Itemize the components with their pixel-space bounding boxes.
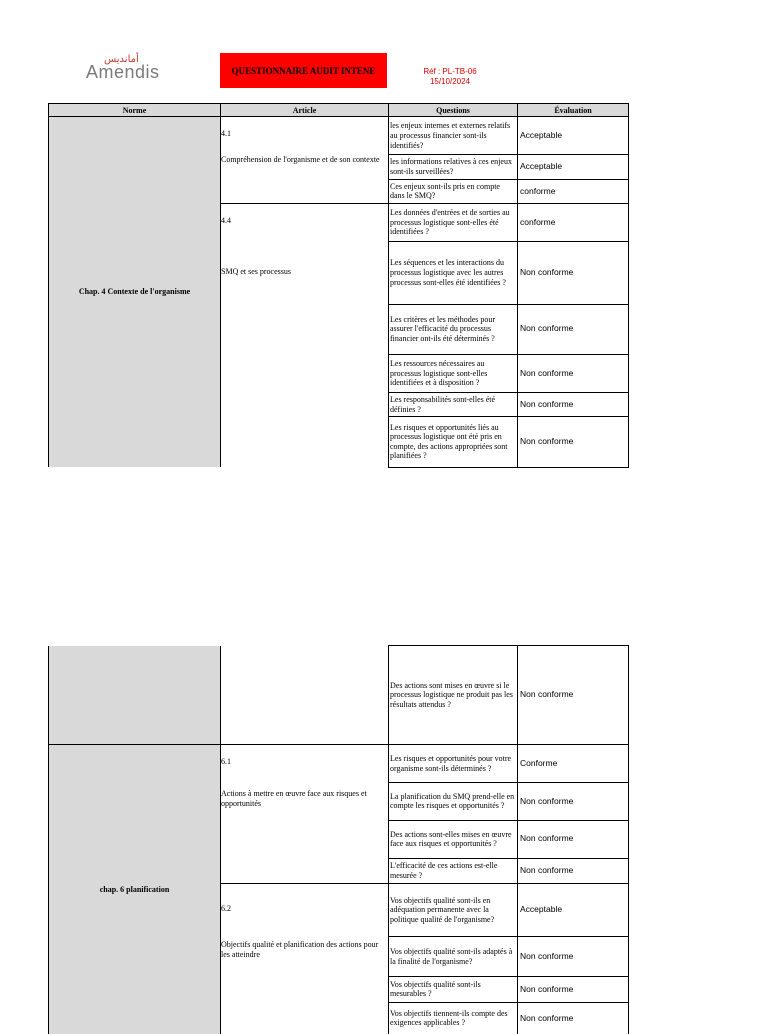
question-cell: Les risques et opportunités pour votre organisme sont-ils déterminés ? xyxy=(389,745,518,783)
evaluation-cell: Non conforme xyxy=(518,646,629,745)
reference-date: 15/10/2024 xyxy=(410,77,490,87)
evaluation-cell: Non conforme xyxy=(518,304,629,354)
evaluation-cell: conforme xyxy=(518,179,629,203)
article-number: 6.1 xyxy=(221,757,231,767)
evaluation-cell: Acceptable xyxy=(518,884,629,937)
question-cell: Les responsabilités sont-elles été définies ? xyxy=(389,393,518,417)
evaluation-cell: Non conforme xyxy=(518,977,629,1002)
article-cell xyxy=(221,745,389,884)
document-reference xyxy=(410,67,490,87)
article-title: Actions à mettre en œuvre face aux risques et opportunités xyxy=(221,789,386,808)
question-cell: Des actions sont mises en œuvre si le processus logistique ne produit pas les résultats attendus ? xyxy=(389,646,518,745)
evaluation-cell: Non conforme xyxy=(518,393,629,417)
question-cell: Vos objectifs tiennent-ils compte des exigences applicables ? xyxy=(389,1002,518,1034)
question-cell: Des actions sont-elles mises en œuvre face aux risques et opportunités ? xyxy=(389,820,518,858)
evaluation-cell: Non conforme xyxy=(518,783,629,820)
question-cell: La planification du SMQ prend-elle en compte les risques et opportunités ? xyxy=(389,783,518,820)
question-cell: L'efficacité de ces actions est-elle mesurée ? xyxy=(389,858,518,883)
evaluation-cell: Non conforme xyxy=(518,820,629,858)
audit-table-page-1 xyxy=(48,103,629,468)
article-cell xyxy=(221,884,389,1034)
audit-table-page-2 xyxy=(48,645,629,1034)
evaluation-cell: Conforme xyxy=(518,745,629,783)
col-header-article: Article xyxy=(221,104,389,117)
table-row xyxy=(49,646,629,745)
norme-cell: chap. 6 planification xyxy=(49,745,221,1034)
question-cell: Les critères et les méthodes pour assurer l'efficacité du processus financier ont-ils été déterminés ? xyxy=(389,304,518,354)
article-cell xyxy=(221,117,389,204)
evaluation-cell: Non conforme xyxy=(518,858,629,883)
evaluation-cell: Non conforme xyxy=(518,242,629,304)
norme-cell: Chap. 4 Contexte de l'organisme xyxy=(49,117,221,468)
col-header-norme: Norme xyxy=(49,104,221,117)
col-header-evaluation: Évaluation xyxy=(518,104,629,117)
question-cell: Les séquences et les interactions du processus logistique avec les autres processus sont-elles été identifiées ? xyxy=(389,242,518,304)
norme-cell-continued xyxy=(49,646,221,745)
question-cell: Les données d'entrées et de sorties au processus logistique sont-elles été identifiées ? xyxy=(389,204,518,242)
question-cell: Les risques et opportunités liés au processus logistique ont été pris en compte, des actions appropriées sont planifiées ? xyxy=(389,417,518,467)
col-header-questions: Questions xyxy=(389,104,518,117)
article-cell xyxy=(221,204,389,468)
amendis-logo xyxy=(86,54,170,82)
question-cell: les informations relatives à ces enjeux sont-ils surveillées? xyxy=(389,155,518,179)
reference-code: Réf : PL-TB-06 xyxy=(410,67,490,77)
article-number: 4.1 xyxy=(221,129,231,139)
article-number: 6.2 xyxy=(221,904,231,914)
evaluation-cell: Acceptable xyxy=(518,117,629,155)
article-title: Compréhension de l'organisme et de son contexte xyxy=(221,155,386,165)
evaluation-cell: Non conforme xyxy=(518,354,629,392)
logo-latin-text: Amendis xyxy=(86,62,160,83)
question-cell: les enjeux internes et externes relatifs au processus financier sont-ils identifiés? xyxy=(389,117,518,155)
table-header-row xyxy=(49,104,629,117)
evaluation-cell: Acceptable xyxy=(518,155,629,179)
question-cell: Vos objectifs qualité sont-ils adaptés à la finalité de l'organisme? xyxy=(389,936,518,976)
evaluation-cell: Non conforme xyxy=(518,936,629,976)
evaluation-cell: Non conforme xyxy=(518,1002,629,1034)
document-title: QUESTIONNAIRE AUDIT INTENE xyxy=(220,53,387,88)
evaluation-cell: conforme xyxy=(518,204,629,242)
table-row xyxy=(49,117,629,155)
question-cell: Vos objectifs qualité sont-ils en adéquation permanente avec la politique qualité de l'organisme? xyxy=(389,884,518,937)
question-cell: Vos objectifs qualité sont-ils mesurables ? xyxy=(389,977,518,1002)
evaluation-cell: Non conforme xyxy=(518,417,629,467)
logo-arabic-text: أمانديس xyxy=(104,54,139,65)
article-number: 4.4 xyxy=(221,216,231,226)
article-cell-continued xyxy=(221,646,389,745)
question-cell: Ces enjeux sont-ils pris en compte dans le SMQ? xyxy=(389,179,518,203)
article-title: Objectifs qualité et planification des actions pour les atteindre xyxy=(221,940,386,959)
question-cell: Les ressources nécessaires au processus logistique sont-elles identifiées et à disposition ? xyxy=(389,354,518,392)
article-title: SMQ et ses processus xyxy=(221,267,386,277)
table-row xyxy=(49,745,629,783)
